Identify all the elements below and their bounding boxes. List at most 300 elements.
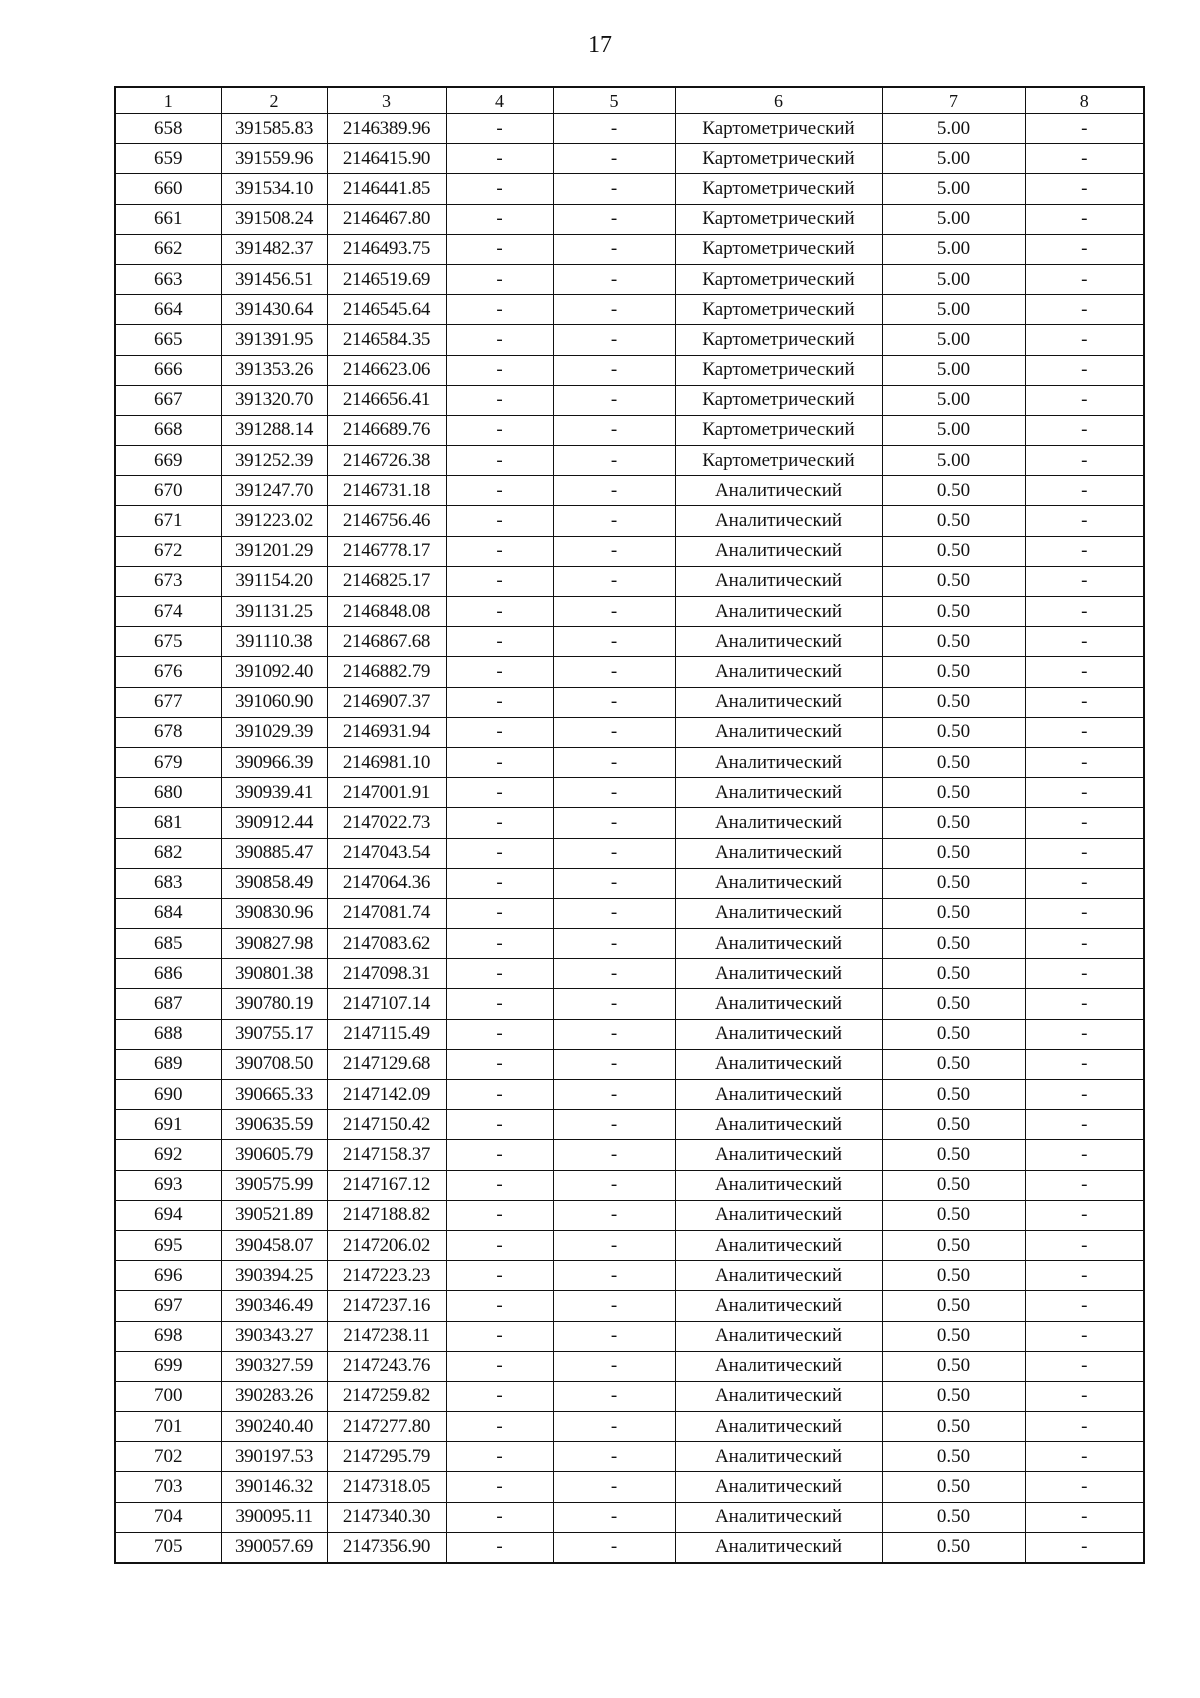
x-coordinate-cell: 390095.11: [221, 1502, 327, 1532]
column-8-cell: -: [1025, 1351, 1144, 1381]
accuracy-cell: 0.50: [882, 929, 1025, 959]
point-number-cell: 705: [115, 1532, 221, 1563]
table-body: [115, 87, 1144, 1563]
column-8-cell: -: [1025, 264, 1144, 294]
accuracy-cell: 0.50: [882, 1381, 1025, 1411]
column-8-cell: -: [1025, 687, 1144, 717]
x-coordinate-cell: 390939.41: [221, 778, 327, 808]
column-4-cell: -: [446, 1351, 553, 1381]
y-coordinate-cell: 2147318.05: [327, 1472, 446, 1502]
column-5-cell: -: [553, 385, 675, 415]
accuracy-cell: 0.50: [882, 1442, 1025, 1472]
column-5-cell: -: [553, 1140, 675, 1170]
y-coordinate-cell: 2147107.14: [327, 989, 446, 1019]
column-5-cell: -: [553, 566, 675, 596]
column-4-cell: -: [446, 627, 553, 657]
column-4-cell: -: [446, 1442, 553, 1472]
column-4-cell: -: [446, 657, 553, 687]
column-header: 1: [115, 87, 221, 114]
x-coordinate-cell: 390827.98: [221, 929, 327, 959]
column-header: 7: [882, 87, 1025, 114]
x-coordinate-cell: 390912.44: [221, 808, 327, 838]
point-number-cell: 681: [115, 808, 221, 838]
column-5-cell: -: [553, 868, 675, 898]
table-row: [115, 627, 1144, 657]
method-cell: Аналитический: [675, 1110, 882, 1140]
method-cell: Аналитический: [675, 536, 882, 566]
column-8-cell: -: [1025, 566, 1144, 596]
coordinates-table: [114, 86, 1145, 1564]
x-coordinate-cell: 391534.10: [221, 174, 327, 204]
point-number-cell: 675: [115, 627, 221, 657]
column-8-cell: -: [1025, 597, 1144, 627]
method-cell: Аналитический: [675, 1049, 882, 1079]
method-cell: Аналитический: [675, 1321, 882, 1351]
column-4-cell: -: [446, 1321, 553, 1351]
table-row: [115, 385, 1144, 415]
point-number-cell: 684: [115, 898, 221, 928]
point-number-cell: 704: [115, 1502, 221, 1532]
accuracy-cell: 0.50: [882, 1140, 1025, 1170]
x-coordinate-cell: 390521.89: [221, 1200, 327, 1230]
method-cell: Аналитический: [675, 1502, 882, 1532]
point-number-cell: 662: [115, 234, 221, 264]
column-8-cell: -: [1025, 204, 1144, 234]
point-number-cell: 674: [115, 597, 221, 627]
column-4-cell: -: [446, 476, 553, 506]
x-coordinate-cell: 391154.20: [221, 566, 327, 596]
column-8-cell: -: [1025, 174, 1144, 204]
column-5-cell: -: [553, 506, 675, 536]
column-4-cell: -: [446, 1080, 553, 1110]
y-coordinate-cell: 2147259.82: [327, 1381, 446, 1411]
table-row: [115, 1261, 1144, 1291]
column-4-cell: -: [446, 1110, 553, 1140]
point-number-cell: 686: [115, 959, 221, 989]
y-coordinate-cell: 2146689.76: [327, 415, 446, 445]
method-cell: Аналитический: [675, 566, 882, 596]
accuracy-cell: 0.50: [882, 989, 1025, 1019]
x-coordinate-cell: 391320.70: [221, 385, 327, 415]
column-4-cell: -: [446, 808, 553, 838]
point-number-cell: 695: [115, 1230, 221, 1260]
column-4-cell: -: [446, 385, 553, 415]
table-row: [115, 868, 1144, 898]
column-8-cell: -: [1025, 385, 1144, 415]
y-coordinate-cell: 2146389.96: [327, 114, 446, 144]
x-coordinate-cell: 391288.14: [221, 415, 327, 445]
column-5-cell: -: [553, 1261, 675, 1291]
accuracy-cell: 0.50: [882, 747, 1025, 777]
x-coordinate-cell: 391508.24: [221, 204, 327, 234]
column-8-cell: -: [1025, 1502, 1144, 1532]
table-row: [115, 1140, 1144, 1170]
point-number-cell: 700: [115, 1381, 221, 1411]
x-coordinate-cell: 390801.38: [221, 959, 327, 989]
column-5-cell: -: [553, 264, 675, 294]
point-number-cell: 671: [115, 506, 221, 536]
point-number-cell: 689: [115, 1049, 221, 1079]
table-row: [115, 1019, 1144, 1049]
accuracy-cell: 0.50: [882, 778, 1025, 808]
accuracy-cell: 0.50: [882, 1261, 1025, 1291]
table-row: [115, 264, 1144, 294]
column-5-cell: -: [553, 1351, 675, 1381]
column-4-cell: -: [446, 778, 553, 808]
method-cell: Аналитический: [675, 868, 882, 898]
column-5-cell: -: [553, 174, 675, 204]
x-coordinate-cell: 390327.59: [221, 1351, 327, 1381]
column-4-cell: -: [446, 144, 553, 174]
y-coordinate-cell: 2147129.68: [327, 1049, 446, 1079]
column-8-cell: -: [1025, 1321, 1144, 1351]
column-4-cell: -: [446, 325, 553, 355]
column-8-cell: -: [1025, 144, 1144, 174]
column-4-cell: -: [446, 717, 553, 747]
accuracy-cell: 0.50: [882, 1412, 1025, 1442]
table-row: [115, 1200, 1144, 1230]
point-number-cell: 692: [115, 1140, 221, 1170]
column-5-cell: -: [553, 1532, 675, 1563]
accuracy-cell: 0.50: [882, 627, 1025, 657]
column-8-cell: -: [1025, 627, 1144, 657]
x-coordinate-cell: 391110.38: [221, 627, 327, 657]
x-coordinate-cell: 391131.25: [221, 597, 327, 627]
y-coordinate-cell: 2147142.09: [327, 1080, 446, 1110]
y-coordinate-cell: 2147237.16: [327, 1291, 446, 1321]
y-coordinate-cell: 2146848.08: [327, 597, 446, 627]
column-4-cell: -: [446, 868, 553, 898]
column-4-cell: -: [446, 1200, 553, 1230]
column-5-cell: -: [553, 657, 675, 687]
column-5-cell: -: [553, 627, 675, 657]
accuracy-cell: 5.00: [882, 325, 1025, 355]
point-number-cell: 702: [115, 1442, 221, 1472]
table-header-row: [115, 87, 1144, 114]
column-5-cell: -: [553, 536, 675, 566]
column-4-cell: -: [446, 1019, 553, 1049]
accuracy-cell: 0.50: [882, 1110, 1025, 1140]
accuracy-cell: 5.00: [882, 264, 1025, 294]
accuracy-cell: 0.50: [882, 1200, 1025, 1230]
accuracy-cell: 5.00: [882, 355, 1025, 385]
column-4-cell: -: [446, 204, 553, 234]
table-row: [115, 476, 1144, 506]
method-cell: Картометрический: [675, 174, 882, 204]
table-row: [115, 506, 1144, 536]
method-cell: Аналитический: [675, 838, 882, 868]
y-coordinate-cell: 2146519.69: [327, 264, 446, 294]
x-coordinate-cell: 391223.02: [221, 506, 327, 536]
method-cell: Аналитический: [675, 1200, 882, 1230]
column-4-cell: -: [446, 838, 553, 868]
x-coordinate-cell: 390665.33: [221, 1080, 327, 1110]
y-coordinate-cell: 2147167.12: [327, 1170, 446, 1200]
method-cell: Картометрический: [675, 415, 882, 445]
point-number-cell: 666: [115, 355, 221, 385]
x-coordinate-cell: 390240.40: [221, 1412, 327, 1442]
column-8-cell: -: [1025, 1019, 1144, 1049]
column-4-cell: -: [446, 506, 553, 536]
y-coordinate-cell: 2146415.90: [327, 144, 446, 174]
column-4-cell: -: [446, 566, 553, 596]
column-4-cell: -: [446, 174, 553, 204]
table-row: [115, 234, 1144, 264]
column-5-cell: -: [553, 1049, 675, 1079]
x-coordinate-cell: 390197.53: [221, 1442, 327, 1472]
x-coordinate-cell: 390755.17: [221, 1019, 327, 1049]
column-4-cell: -: [446, 687, 553, 717]
table-row: [115, 597, 1144, 627]
accuracy-cell: 0.50: [882, 868, 1025, 898]
y-coordinate-cell: 2146584.35: [327, 325, 446, 355]
table-row: [115, 898, 1144, 928]
column-8-cell: -: [1025, 415, 1144, 445]
accuracy-cell: 0.50: [882, 657, 1025, 687]
point-number-cell: 664: [115, 295, 221, 325]
point-number-cell: 669: [115, 446, 221, 476]
point-number-cell: 659: [115, 144, 221, 174]
column-8-cell: -: [1025, 778, 1144, 808]
method-cell: Аналитический: [675, 1381, 882, 1411]
table-row: [115, 325, 1144, 355]
column-4-cell: -: [446, 536, 553, 566]
point-number-cell: 693: [115, 1170, 221, 1200]
column-4-cell: -: [446, 1170, 553, 1200]
table-row: [115, 536, 1144, 566]
column-8-cell: -: [1025, 1381, 1144, 1411]
y-coordinate-cell: 2147022.73: [327, 808, 446, 838]
point-number-cell: 673: [115, 566, 221, 596]
column-4-cell: -: [446, 1230, 553, 1260]
accuracy-cell: 0.50: [882, 838, 1025, 868]
point-number-cell: 680: [115, 778, 221, 808]
column-5-cell: -: [553, 687, 675, 717]
column-4-cell: -: [446, 446, 553, 476]
x-coordinate-cell: 390830.96: [221, 898, 327, 928]
accuracy-cell: 5.00: [882, 415, 1025, 445]
column-4-cell: -: [446, 114, 553, 144]
y-coordinate-cell: 2146981.10: [327, 747, 446, 777]
y-coordinate-cell: 2147223.23: [327, 1261, 446, 1291]
column-8-cell: -: [1025, 898, 1144, 928]
column-8-cell: -: [1025, 657, 1144, 687]
table-row: [115, 1080, 1144, 1110]
column-4-cell: -: [446, 597, 553, 627]
y-coordinate-cell: 2147277.80: [327, 1412, 446, 1442]
point-number-cell: 677: [115, 687, 221, 717]
method-cell: Аналитический: [675, 1080, 882, 1110]
column-5-cell: -: [553, 1381, 675, 1411]
column-5-cell: -: [553, 717, 675, 747]
x-coordinate-cell: 390966.39: [221, 747, 327, 777]
method-cell: Аналитический: [675, 476, 882, 506]
method-cell: Аналитический: [675, 1170, 882, 1200]
y-coordinate-cell: 2146656.41: [327, 385, 446, 415]
y-coordinate-cell: 2147115.49: [327, 1019, 446, 1049]
column-8-cell: -: [1025, 1230, 1144, 1260]
y-coordinate-cell: 2147098.31: [327, 959, 446, 989]
method-cell: Аналитический: [675, 1351, 882, 1381]
point-number-cell: 682: [115, 838, 221, 868]
point-number-cell: 685: [115, 929, 221, 959]
accuracy-cell: 0.50: [882, 687, 1025, 717]
column-header: 6: [675, 87, 882, 114]
point-number-cell: 701: [115, 1412, 221, 1442]
table-row: [115, 1472, 1144, 1502]
x-coordinate-cell: 391252.39: [221, 446, 327, 476]
method-cell: Картометрический: [675, 234, 882, 264]
point-number-cell: 670: [115, 476, 221, 506]
table-row: [115, 657, 1144, 687]
x-coordinate-cell: 390346.49: [221, 1291, 327, 1321]
column-5-cell: -: [553, 355, 675, 385]
column-5-cell: -: [553, 325, 675, 355]
table-row: [115, 1049, 1144, 1079]
accuracy-cell: 0.50: [882, 476, 1025, 506]
accuracy-cell: 0.50: [882, 808, 1025, 838]
column-5-cell: -: [553, 1019, 675, 1049]
point-number-cell: 699: [115, 1351, 221, 1381]
x-coordinate-cell: 391092.40: [221, 657, 327, 687]
column-header: 2: [221, 87, 327, 114]
method-cell: Картометрический: [675, 114, 882, 144]
page-number: 17: [588, 32, 612, 58]
method-cell: Аналитический: [675, 898, 882, 928]
accuracy-cell: 0.50: [882, 717, 1025, 747]
column-5-cell: -: [553, 1110, 675, 1140]
column-4-cell: -: [446, 1140, 553, 1170]
column-8-cell: -: [1025, 1140, 1144, 1170]
method-cell: Аналитический: [675, 1261, 882, 1291]
table-row: [115, 446, 1144, 476]
column-8-cell: -: [1025, 1080, 1144, 1110]
point-number-cell: 672: [115, 536, 221, 566]
column-4-cell: -: [446, 898, 553, 928]
table-row: [115, 687, 1144, 717]
accuracy-cell: 0.50: [882, 536, 1025, 566]
column-8-cell: -: [1025, 1200, 1144, 1230]
x-coordinate-cell: 390394.25: [221, 1261, 327, 1291]
column-5-cell: -: [553, 1502, 675, 1532]
x-coordinate-cell: 390057.69: [221, 1532, 327, 1563]
column-5-cell: -: [553, 1080, 675, 1110]
accuracy-cell: 5.00: [882, 204, 1025, 234]
point-number-cell: 679: [115, 747, 221, 777]
column-5-cell: -: [553, 1412, 675, 1442]
y-coordinate-cell: 2147206.02: [327, 1230, 446, 1260]
point-number-cell: 694: [115, 1200, 221, 1230]
column-5-cell: -: [553, 1321, 675, 1351]
method-cell: Аналитический: [675, 989, 882, 1019]
point-number-cell: 667: [115, 385, 221, 415]
table-row: [115, 747, 1144, 777]
table-row: [115, 1381, 1144, 1411]
y-coordinate-cell: 2146441.85: [327, 174, 446, 204]
method-cell: Аналитический: [675, 1140, 882, 1170]
table-row: [115, 174, 1144, 204]
column-8-cell: -: [1025, 506, 1144, 536]
table-row: [115, 717, 1144, 747]
accuracy-cell: 5.00: [882, 385, 1025, 415]
column-4-cell: -: [446, 355, 553, 385]
x-coordinate-cell: 390343.27: [221, 1321, 327, 1351]
accuracy-cell: 0.50: [882, 1351, 1025, 1381]
accuracy-cell: 0.50: [882, 1321, 1025, 1351]
method-cell: Картометрический: [675, 355, 882, 385]
method-cell: Аналитический: [675, 717, 882, 747]
column-8-cell: -: [1025, 536, 1144, 566]
accuracy-cell: 5.00: [882, 114, 1025, 144]
point-number-cell: 676: [115, 657, 221, 687]
column-8-cell: -: [1025, 838, 1144, 868]
x-coordinate-cell: 390635.59: [221, 1110, 327, 1140]
column-header: 4: [446, 87, 553, 114]
column-5-cell: -: [553, 959, 675, 989]
accuracy-cell: 0.50: [882, 898, 1025, 928]
x-coordinate-cell: 390780.19: [221, 989, 327, 1019]
x-coordinate-cell: 391247.70: [221, 476, 327, 506]
table-row: [115, 1321, 1144, 1351]
column-5-cell: -: [553, 597, 675, 627]
accuracy-cell: 0.50: [882, 1472, 1025, 1502]
y-coordinate-cell: 2147356.90: [327, 1532, 446, 1563]
column-8-cell: -: [1025, 959, 1144, 989]
column-5-cell: -: [553, 1230, 675, 1260]
column-header: 5: [553, 87, 675, 114]
y-coordinate-cell: 2146493.75: [327, 234, 446, 264]
method-cell: Картометрический: [675, 446, 882, 476]
x-coordinate-cell: 390605.79: [221, 1140, 327, 1170]
y-coordinate-cell: 2146623.06: [327, 355, 446, 385]
table-row: [115, 566, 1144, 596]
table-row: [115, 989, 1144, 1019]
method-cell: Картометрический: [675, 325, 882, 355]
y-coordinate-cell: 2147150.42: [327, 1110, 446, 1140]
column-5-cell: -: [553, 476, 675, 506]
column-8-cell: -: [1025, 989, 1144, 1019]
column-8-cell: -: [1025, 1291, 1144, 1321]
x-coordinate-cell: 391430.64: [221, 295, 327, 325]
column-5-cell: -: [553, 234, 675, 264]
x-coordinate-cell: 391585.83: [221, 114, 327, 144]
point-number-cell: 665: [115, 325, 221, 355]
column-8-cell: -: [1025, 295, 1144, 325]
table-row: [115, 415, 1144, 445]
y-coordinate-cell: 2146778.17: [327, 536, 446, 566]
point-number-cell: 691: [115, 1110, 221, 1140]
x-coordinate-cell: 391353.26: [221, 355, 327, 385]
x-coordinate-cell: 390858.49: [221, 868, 327, 898]
column-8-cell: -: [1025, 114, 1144, 144]
column-4-cell: -: [446, 929, 553, 959]
x-coordinate-cell: 390885.47: [221, 838, 327, 868]
method-cell: Аналитический: [675, 506, 882, 536]
column-4-cell: -: [446, 1412, 553, 1442]
x-coordinate-cell: 391029.39: [221, 717, 327, 747]
y-coordinate-cell: 2146756.46: [327, 506, 446, 536]
method-cell: Аналитический: [675, 1412, 882, 1442]
column-4-cell: -: [446, 295, 553, 325]
table-row: [115, 929, 1144, 959]
accuracy-cell: 0.50: [882, 1502, 1025, 1532]
column-8-cell: -: [1025, 325, 1144, 355]
table-row: [115, 1532, 1144, 1563]
table-row: [115, 1412, 1144, 1442]
column-5-cell: -: [553, 1291, 675, 1321]
table-row: [115, 1442, 1144, 1472]
column-4-cell: -: [446, 1472, 553, 1502]
